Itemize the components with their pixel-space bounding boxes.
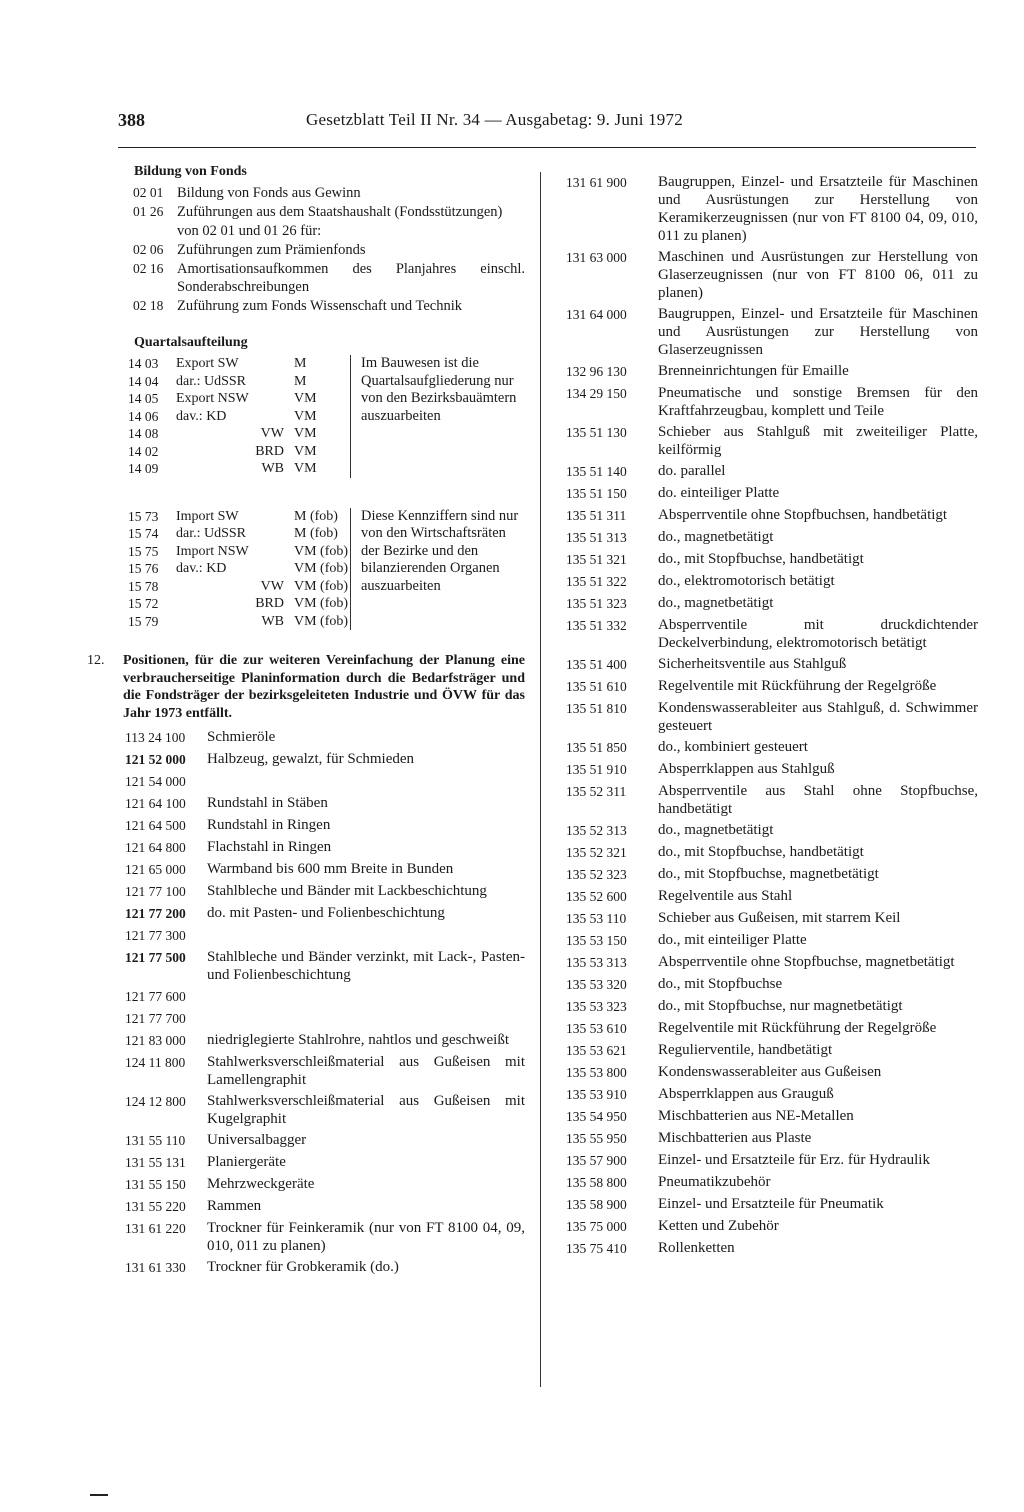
left-column	[87, 164, 525, 1280]
item-row	[566, 738, 978, 757]
quartal-title: Quartalsaufteilung	[134, 335, 248, 350]
item-row	[566, 616, 978, 652]
item-code: 135 58 900	[566, 1197, 627, 1212]
item-text: do., kombiniert gesteuert	[658, 739, 808, 755]
quartal-code: 14 06	[128, 408, 159, 424]
item-code: 121 77 600	[125, 989, 186, 1004]
quartal-label: BRD	[255, 596, 284, 611]
item-code: 135 53 320	[566, 977, 627, 992]
fonds-text: von 02 01 und 01 26 für:	[177, 223, 322, 239]
item-row	[566, 909, 978, 928]
item-code: 135 51 313	[566, 530, 627, 545]
item-text: do., mit Stopfbuchse, nur magnetbetätigt	[658, 998, 903, 1014]
item-text: Absperrventile ohne Stopfbuchsen, handbetätigt	[658, 507, 948, 523]
item-text: do., mit Stopfbuchse	[658, 976, 783, 992]
quartal-value: VM	[294, 443, 317, 459]
fonds-row	[125, 203, 525, 221]
quartal-row	[128, 373, 350, 391]
quartal-group-import	[128, 508, 525, 631]
quartal-label: dar.: UdSSR	[176, 526, 247, 541]
item-text: Maschinen und Ausrüstungen zur Herstellung von Glaserzeugnissen (nur von FT 8100 06, 011 zu planen)	[658, 249, 978, 301]
item-row	[566, 572, 978, 591]
quartal-code: 15 73	[128, 508, 159, 524]
item-row	[566, 248, 978, 302]
quartal-rows-import	[128, 508, 350, 631]
item-row	[566, 1195, 978, 1214]
fonds-list	[125, 184, 525, 315]
item-code: 135 55 950	[566, 1131, 627, 1146]
item-row	[566, 484, 978, 503]
item-row	[566, 173, 978, 245]
fonds-code: 02 16	[133, 261, 164, 276]
item-code: 135 51 400	[566, 657, 627, 672]
item-text: do., mit Stopfbuchse, handbetätigt	[658, 551, 864, 567]
item-row	[566, 506, 978, 525]
item-text: Ketten und Zubehör	[658, 1218, 779, 1234]
item-text: Sicherheitsventile aus Stahlguß	[658, 656, 847, 672]
quartal-label: WB	[261, 461, 284, 476]
item-row	[566, 384, 978, 420]
item-code: 135 57 900	[566, 1153, 627, 1168]
item-row	[566, 760, 978, 779]
item-text: Absperrventile mit druckdichtender Deckelverbindung, elektromotorisch betätigt	[658, 617, 978, 651]
quartal-row	[128, 508, 350, 526]
page-header	[118, 110, 978, 140]
item-text: Universalbagger	[207, 1132, 307, 1148]
item-code: 135 53 323	[566, 999, 627, 1014]
item-row	[566, 997, 978, 1016]
quartal-value: M (fob)	[294, 526, 338, 541]
item-row	[566, 865, 978, 884]
quartal-value: VM (fob)	[294, 578, 349, 594]
fonds-code: 02 06	[133, 242, 164, 257]
item-code: 135 52 311	[566, 784, 627, 799]
item-row	[566, 887, 978, 906]
item-code: 121 77 300	[125, 928, 186, 943]
item-code: 121 77 100	[125, 884, 186, 899]
item-text: Planiergeräte	[207, 1154, 286, 1170]
quartal-value: VM (fob)	[294, 596, 349, 611]
item-row	[566, 1063, 978, 1082]
item-code: 132 96 130	[566, 364, 627, 379]
item-row	[566, 1041, 978, 1060]
item-text: Pneumatische und sonstige Bremsen für den Kraftfahrzeugbau, komplett und Teile	[658, 385, 978, 419]
item-code: 121 77 700	[125, 1011, 186, 1026]
quartal-code: 15 75	[128, 543, 159, 559]
item-row	[566, 843, 978, 862]
item-code: 135 53 313	[566, 955, 627, 970]
item-text: Schieber aus Stahlguß mit zweiteiliger Platte, keilförmig	[658, 424, 978, 458]
item-text: do., magnetbetätigt	[658, 822, 774, 838]
item-code: 135 51 610	[566, 679, 627, 694]
item-code: 135 54 950	[566, 1109, 627, 1124]
item-code: 135 53 621	[566, 1043, 627, 1058]
quartal-label: Import NSW	[176, 543, 249, 559]
item-row	[566, 677, 978, 696]
item-text: niedriglegierte Stahlrohre, nahtlos und geschweißt	[207, 1032, 509, 1048]
quartal-note-export: Im Bauwesen ist die Quartalsaufgliederung nur von den Bezirksbauämtern auszuarbeiten	[350, 355, 521, 478]
quartal-row	[128, 425, 350, 443]
item-code: 135 51 311	[566, 508, 627, 523]
item-row	[566, 1217, 978, 1236]
page-number: 388	[118, 110, 145, 130]
item-text: Regelventile mit Rückführung der Regelgröße	[658, 678, 937, 694]
item-text: Trockner für Feinkeramik (nur von FT 8100 04, 09, 010, 011 zu planen)	[207, 1220, 525, 1254]
quartal-code: 15 78	[128, 578, 159, 594]
quartal-code: 14 05	[128, 391, 159, 406]
item-code: 124 12 800	[125, 1094, 186, 1109]
quartal-label: Export SW	[176, 356, 239, 371]
item-text	[207, 987, 525, 1006]
item-text: Regelventile mit Rückführung der Regelgröße	[658, 1020, 937, 1036]
fonds-code: 02 01	[133, 185, 164, 200]
item-code: 113 24 100	[125, 730, 186, 745]
item-text	[207, 926, 525, 945]
item-code: 135 52 323	[566, 867, 627, 882]
quartal-value: VM	[294, 461, 317, 476]
quartal-label: Export NSW	[176, 391, 249, 406]
section-12	[87, 652, 525, 722]
item-text: do., mit einteiliger Platte	[658, 932, 807, 948]
quartal-row	[128, 443, 350, 461]
quartal-value: VM	[294, 391, 317, 406]
item-row	[566, 699, 978, 735]
item-code: 121 52 000	[125, 752, 186, 767]
item-text: Schieber aus Gußeisen, mit starrem Keil	[658, 910, 901, 926]
quartal-value: M	[294, 356, 307, 371]
item-text: do. mit Pasten- und Folienbeschichtung	[207, 905, 445, 921]
item-row	[125, 926, 525, 945]
right-items	[566, 173, 978, 1258]
fonds-title: Bildung von Fonds	[134, 164, 247, 179]
item-row	[566, 655, 978, 674]
item-text: Schmieröle	[207, 729, 276, 745]
item-text: Rundstahl in Stäben	[207, 795, 328, 811]
fonds-text: Amortisationsaufkommen des Planjahres einschl. Sonderabschreibungen	[177, 261, 525, 295]
item-text: Rollenketten	[658, 1240, 735, 1256]
item-text: do., elektromotorisch betätigt	[658, 573, 835, 589]
quartal-code: 14 08	[128, 426, 159, 441]
quartal-row	[128, 355, 350, 373]
item-text: do., magnetbetätigt	[658, 529, 774, 545]
fonds-text: Zuführung zum Fonds Wissenschaft und Technik	[177, 298, 463, 314]
quartal-label: dav.: KD	[176, 408, 227, 424]
item-text: Kondenswasserableiter aus Stahlguß, d. Schwimmer gesteuert	[658, 700, 978, 734]
item-code: 121 64 100	[125, 796, 186, 811]
item-code: 135 51 910	[566, 762, 627, 777]
item-code: 135 52 600	[566, 889, 627, 904]
item-text: Mischbatterien aus Plaste	[658, 1130, 812, 1146]
item-code: 135 51 323	[566, 596, 627, 611]
item-code: 121 83 000	[125, 1033, 186, 1048]
quartal-label: VW	[260, 578, 284, 594]
item-row	[566, 1151, 978, 1170]
fonds-row	[125, 222, 525, 240]
item-text: Absperrventile aus Stahl ohne Stopfbuchse, handbetätigt	[658, 783, 978, 817]
right-column	[566, 173, 978, 1261]
quartal-note-import: Diese Kennziffern sind nur von den Wirtschaftsräten der Bezirke und den bilanzierenden Organen auszuarbeiten	[350, 508, 521, 631]
fonds-row	[125, 260, 525, 296]
item-code: 135 51 150	[566, 486, 627, 501]
fonds-row	[125, 297, 525, 315]
item-row	[566, 1129, 978, 1148]
item-row	[566, 528, 978, 547]
item-row	[566, 953, 978, 972]
item-row	[125, 882, 525, 901]
item-text: Stahlwerksverschleißmaterial aus Gußeisen mit Kugelgraphit	[207, 1093, 525, 1127]
item-code: 121 77 500	[125, 950, 186, 965]
item-code: 135 51 322	[566, 574, 627, 589]
item-code: 135 52 313	[566, 823, 627, 838]
item-code: 135 51 332	[566, 618, 627, 633]
quartal-row	[128, 543, 350, 561]
item-row	[125, 1219, 525, 1255]
item-row	[566, 462, 978, 481]
item-row	[566, 975, 978, 994]
quartal-row	[128, 460, 350, 478]
quartal-label: dav.: KD	[176, 561, 227, 576]
page-mark	[90, 1494, 108, 1496]
item-text: Baugruppen, Einzel- und Ersatzteile für Maschinen und Ausrüstungen zur Herstellung von Glaserzeugnissen	[658, 306, 978, 358]
item-row	[125, 1053, 525, 1089]
item-row	[125, 860, 525, 879]
quartal-code: 14 02	[128, 443, 159, 459]
item-code: 131 64 000	[566, 307, 627, 322]
item-code: 131 63 000	[566, 250, 627, 265]
item-text: Flachstahl in Ringen	[207, 839, 332, 855]
item-text: Stahlbleche und Bänder mit Lackbeschichtung	[207, 883, 487, 899]
item-text: Trockner für Grobkeramik (do.)	[207, 1259, 399, 1275]
quartal-code: 15 79	[128, 613, 159, 629]
quartal-label: WB	[261, 613, 284, 629]
item-row	[125, 838, 525, 857]
column-divider	[540, 172, 541, 1387]
item-text: Einzel- und Ersatzteile für Erz. für Hydraulik	[658, 1152, 930, 1168]
item-text: Regelventile aus Stahl	[658, 888, 793, 904]
quartal-code: 14 04	[128, 373, 159, 389]
item-row	[125, 1009, 525, 1028]
quartal-row	[128, 613, 350, 631]
item-row	[125, 772, 525, 791]
item-code: 135 53 610	[566, 1021, 627, 1036]
item-code: 131 55 131	[125, 1155, 186, 1170]
item-code: 135 51 810	[566, 701, 627, 716]
section-12-heading: Positionen, für die zur weiteren Vereinfachung der Planung eine verbraucherseitige Planinformation durch die Bedarfsträger und die Fondsträger der bezirksgeleiteten Industrie und ÖVW für das Jahr 1973 entfällt.	[123, 653, 525, 721]
item-text: do. einteiliger Platte	[658, 485, 780, 501]
item-code: 121 64 800	[125, 840, 186, 855]
quartal-label: VW	[260, 426, 284, 441]
item-row	[566, 782, 978, 818]
item-row	[125, 1131, 525, 1150]
item-row	[125, 1175, 525, 1194]
item-code: 131 55 110	[125, 1133, 186, 1148]
quartal-value: VM (fob)	[294, 543, 349, 559]
item-text: Absperrklappen aus Stahlguß	[658, 761, 835, 777]
fonds-code	[125, 222, 177, 240]
fonds-text: Zuführungen aus dem Staatshaushalt (Fondsstützungen)	[177, 204, 503, 220]
quartal-value: VM	[294, 408, 317, 424]
item-text: Mehrzweckgeräte	[207, 1176, 315, 1192]
quartal-rows-export	[128, 355, 350, 478]
quartal-row	[128, 595, 350, 613]
section-12-items	[125, 728, 525, 1277]
quartal-label: Import SW	[176, 508, 239, 524]
quartal-row	[128, 408, 350, 426]
item-text	[207, 772, 525, 791]
item-text: Mischbatterien aus NE-Metallen	[658, 1108, 854, 1124]
quartal-code: 15 72	[128, 596, 159, 611]
quartal-code: 15 76	[128, 561, 159, 576]
item-code: 124 11 800	[125, 1055, 186, 1070]
quartal-label: dar.: UdSSR	[176, 373, 247, 389]
item-text: do., magnetbetätigt	[658, 595, 774, 611]
item-code: 135 75 000	[566, 1219, 627, 1234]
item-row	[125, 1031, 525, 1050]
item-row	[566, 362, 978, 381]
quartal-row	[128, 560, 350, 578]
quartal-code: 15 74	[128, 526, 159, 541]
item-code: 135 51 850	[566, 740, 627, 755]
item-code: 134 29 150	[566, 386, 627, 401]
item-row	[125, 1258, 525, 1277]
quartal-label: BRD	[255, 443, 284, 459]
item-code: 131 55 150	[125, 1177, 186, 1192]
item-row	[566, 1019, 978, 1038]
item-code: 121 77 200	[125, 906, 186, 921]
item-row	[125, 1197, 525, 1216]
quartal-value: M	[294, 373, 307, 389]
fonds-text: Zuführungen zum Prämienfonds	[177, 242, 366, 258]
quartal-row	[128, 390, 350, 408]
quartal-code: 14 09	[128, 461, 159, 476]
item-code: 131 61 330	[125, 1260, 186, 1275]
item-row	[566, 1239, 978, 1258]
quartal-value: VM	[294, 426, 317, 441]
item-text: do., mit Stopfbuchse, handbetätigt	[658, 844, 864, 860]
item-code: 131 61 900	[566, 175, 627, 190]
fonds-text: Bildung von Fonds aus Gewinn	[177, 185, 361, 201]
item-code: 135 53 150	[566, 933, 627, 948]
item-row	[125, 750, 525, 769]
item-code: 135 51 321	[566, 552, 627, 567]
item-row	[125, 904, 525, 923]
item-text: do., mit Stopfbuchse, magnetbetätigt	[658, 866, 879, 882]
quartal-value: VM (fob)	[294, 561, 349, 576]
item-code: 131 61 220	[125, 1221, 186, 1236]
fonds-row	[125, 184, 525, 202]
item-row	[566, 1173, 978, 1192]
quartal-value: VM (fob)	[294, 613, 349, 629]
item-code: 131 55 220	[125, 1199, 186, 1214]
quartal-row	[128, 525, 350, 543]
item-text: Kondenswasserableiter aus Gußeisen	[658, 1064, 882, 1080]
item-row	[566, 931, 978, 950]
item-text: Brenneinrichtungen für Emaille	[658, 363, 849, 379]
fonds-code: 01 26	[133, 204, 164, 219]
quartal-row	[128, 578, 350, 596]
item-text	[207, 1009, 525, 1028]
item-code: 135 53 110	[566, 911, 627, 926]
fonds-row	[125, 241, 525, 259]
item-code: 135 75 410	[566, 1241, 627, 1256]
item-row	[566, 594, 978, 613]
item-code: 121 54 000	[125, 774, 186, 789]
item-text: Rammen	[207, 1198, 262, 1214]
quartal-group-export	[128, 355, 525, 478]
item-text: Einzel- und Ersatzteile für Pneumatik	[658, 1196, 884, 1212]
item-row	[566, 305, 978, 359]
item-row	[566, 1085, 978, 1104]
item-row	[566, 550, 978, 569]
item-code: 135 51 140	[566, 464, 627, 479]
item-text: Absperrventile ohne Stopfbuchse, magnetbetätigt	[658, 954, 955, 970]
section-12-number: 12.	[87, 653, 105, 668]
item-code: 135 52 321	[566, 845, 627, 860]
header-rule	[118, 147, 976, 148]
item-text: Stahlwerksverschleißmaterial aus Gußeisen mit Lamellengraphit	[207, 1054, 525, 1088]
item-code: 135 58 800	[566, 1175, 627, 1190]
item-code: 135 51 130	[566, 425, 627, 440]
item-code: 135 53 800	[566, 1065, 627, 1080]
quartal-value: M (fob)	[294, 508, 338, 524]
fonds-code: 02 18	[133, 298, 164, 313]
item-row	[125, 1153, 525, 1172]
item-text: Rundstahl in Ringen	[207, 817, 331, 833]
item-row	[566, 821, 978, 840]
item-row	[125, 948, 525, 984]
item-code: 135 53 910	[566, 1087, 627, 1102]
item-text: Stahlbleche und Bänder verzinkt, mit Lack-, Pasten- und Folienbeschichtung	[207, 949, 525, 983]
item-text: Warmband bis 600 mm Breite in Bunden	[207, 861, 454, 877]
item-row	[125, 987, 525, 1006]
item-row	[125, 794, 525, 813]
item-code: 121 64 500	[125, 818, 186, 833]
item-text: do. parallel	[658, 463, 726, 479]
item-row	[566, 1107, 978, 1126]
item-row	[125, 816, 525, 835]
item-text: Halbzeug, gewalzt, für Schmieden	[207, 751, 415, 767]
item-row	[125, 1092, 525, 1128]
item-text: Pneumatikzubehör	[658, 1174, 771, 1190]
quartal-code: 14 03	[128, 356, 159, 371]
header-title: Gesetzblatt Teil II Nr. 34 — Ausgabetag: 9. Juni 1972	[306, 110, 683, 129]
item-text: Absperrklappen aus Grauguß	[658, 1086, 834, 1102]
item-text: Regulierventile, handbetätigt	[658, 1042, 833, 1058]
item-row	[125, 728, 525, 747]
item-text: Baugruppen, Einzel- und Ersatzteile für Maschinen und Ausrüstungen zur Herstellung von Keramikerzeugnissen (nur von FT 8100 04, 09, 010, 011 zu planen)	[658, 174, 978, 244]
item-code: 121 65 000	[125, 862, 186, 877]
item-row	[566, 423, 978, 459]
